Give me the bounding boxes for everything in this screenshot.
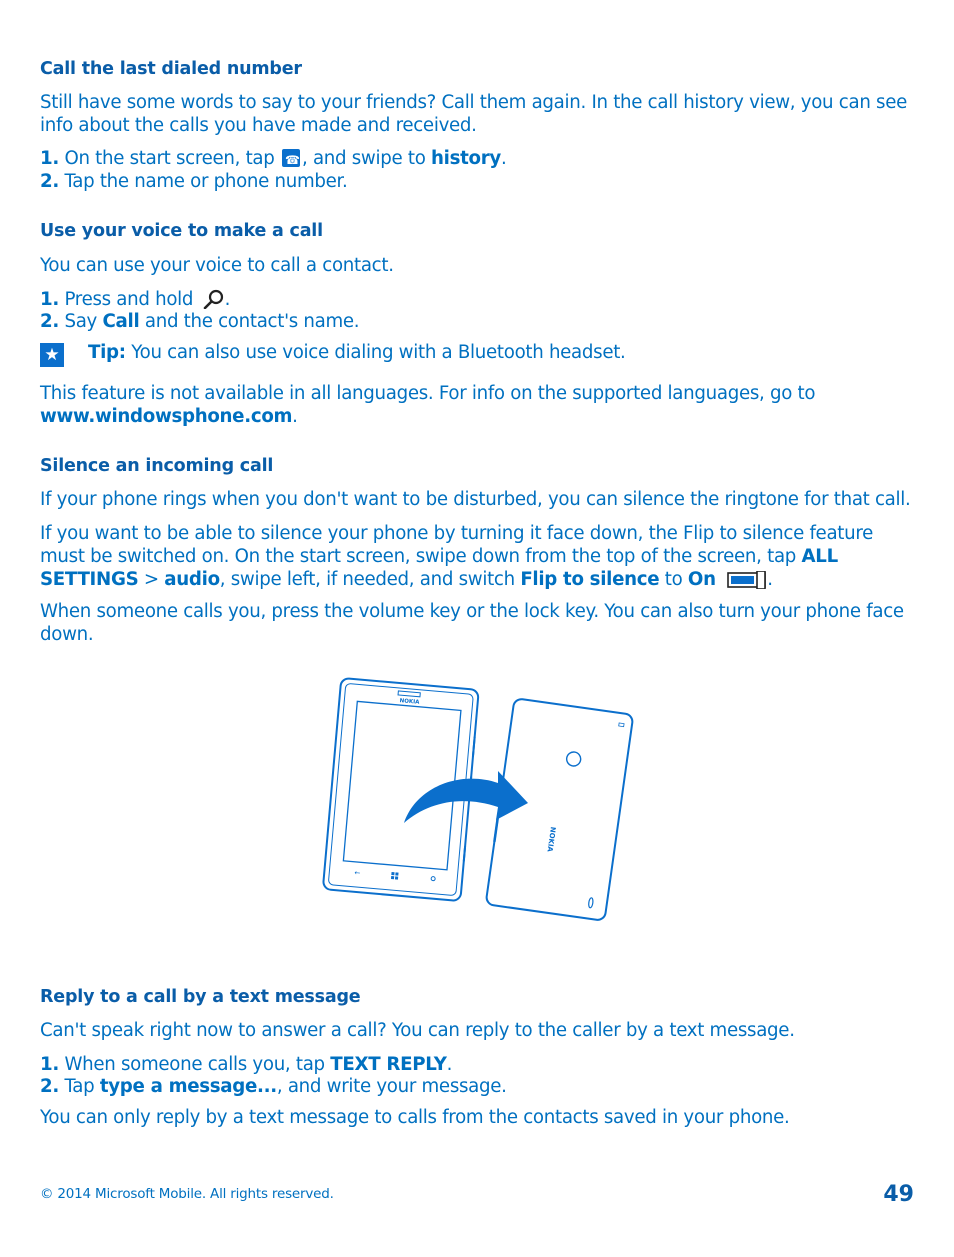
step-text: Tap [64,1076,95,1097]
punctuation: . [767,569,773,590]
phone-tile-icon [282,149,300,167]
step-number: 2. [40,171,59,192]
star-icon: ★ [40,343,64,367]
nokia-logo-front: NOKIA [399,698,420,706]
punctuation: . [224,289,231,310]
heading-reply: Reply to a call by a text message [40,987,361,1007]
step-number: 2. [40,311,59,332]
windowsphone-link[interactable]: www.windowsphone.com [40,406,293,427]
voice-call-step-2 [40,310,920,333]
last-dialed-step-1 [40,147,920,170]
step-number: 1. [40,1054,59,1075]
tip-text: You can also use voice dialing with a Bluetooth headset. [131,342,626,363]
on-label: On [687,569,716,590]
reply-step-2 [40,1075,920,1098]
step-text: Tap the name or phone number. [64,171,348,192]
step-number: 2. [40,1076,59,1097]
voice-call-step-1 [40,288,920,311]
tip [88,341,908,364]
step-text: Press and hold [64,289,194,310]
silence-para-1: If your phone rings when you don't want to be disturbed, you can silence the ringtone for that call. [40,489,911,510]
note-text: This feature is not available in all languages. For info on the supported languages, go to [40,383,816,404]
last-dialed-intro: Still have some words to say to your friends? Call them again. In the call history view, you can see info about the calls you have made and received. [40,92,907,136]
separator: > [143,569,159,590]
flip-phone-illustration [320,675,640,937]
step-text: , and swipe to [301,148,426,169]
para-text: to [664,569,683,590]
para-text: , swipe left, if needed, and switch [219,569,515,590]
copyright: © 2014 Microsoft Mobile. All rights reserved. [40,1186,334,1202]
history-label: history [431,148,501,169]
back-key-icon: ← [354,868,361,878]
step-text: On the start screen, tap [64,148,275,169]
step-text: Say [64,311,98,332]
step-number: 1. [40,289,59,310]
tip-label: Tip: [88,342,126,363]
toggle-switch-icon [727,571,767,589]
heading-voice-call: Use your voice to make a call [40,221,323,241]
step-text: and the contact's name. [144,311,360,332]
silence-para-2 [40,522,920,591]
reply-intro: Can't speak right now to answer a call? You can reply to the caller by a text message. [40,1020,795,1041]
type-a-message-label: type a message... [99,1076,277,1097]
page-number: 49 [883,1182,914,1207]
audio-label: audio [164,569,220,590]
text-reply-label: TEXT REPLY [330,1054,447,1075]
voice-call-intro: You can use your voice to call a contact. [40,255,394,276]
voice-call-note [40,382,920,428]
step-text: When someone calls you, tap [64,1054,325,1075]
step-number: 1. [40,148,59,169]
punctuation: . [500,148,507,169]
heading-silence: Silence an incoming call [40,456,274,476]
reply-note: You can only reply by a text message to calls from the contacts saved in your phone. [40,1107,790,1128]
last-dialed-step-2 [40,170,920,193]
para-text: If you want to be able to silence your phone by turning it face down, the Flip to silence feature must be switched on. On the start screen, swipe down from the top of the screen, tap [40,523,874,567]
nokia-logo-back: NOKIA [545,826,557,853]
heading-last-dialed: Call the last dialed number [40,59,302,79]
all-settings-label: ALL SETTINGS [40,546,838,590]
punctuation: . [446,1054,453,1075]
reply-step-1 [40,1053,920,1076]
call-label: Call [102,311,140,332]
flip-to-silence-label: Flip to silence [520,569,660,590]
search-icon [203,289,225,309]
silence-para-3: When someone calls you, press the volume key or the lock key. You can also turn your phone face down. [40,601,904,645]
punctuation: . [292,406,298,427]
step-text: , and write your message. [276,1076,507,1097]
